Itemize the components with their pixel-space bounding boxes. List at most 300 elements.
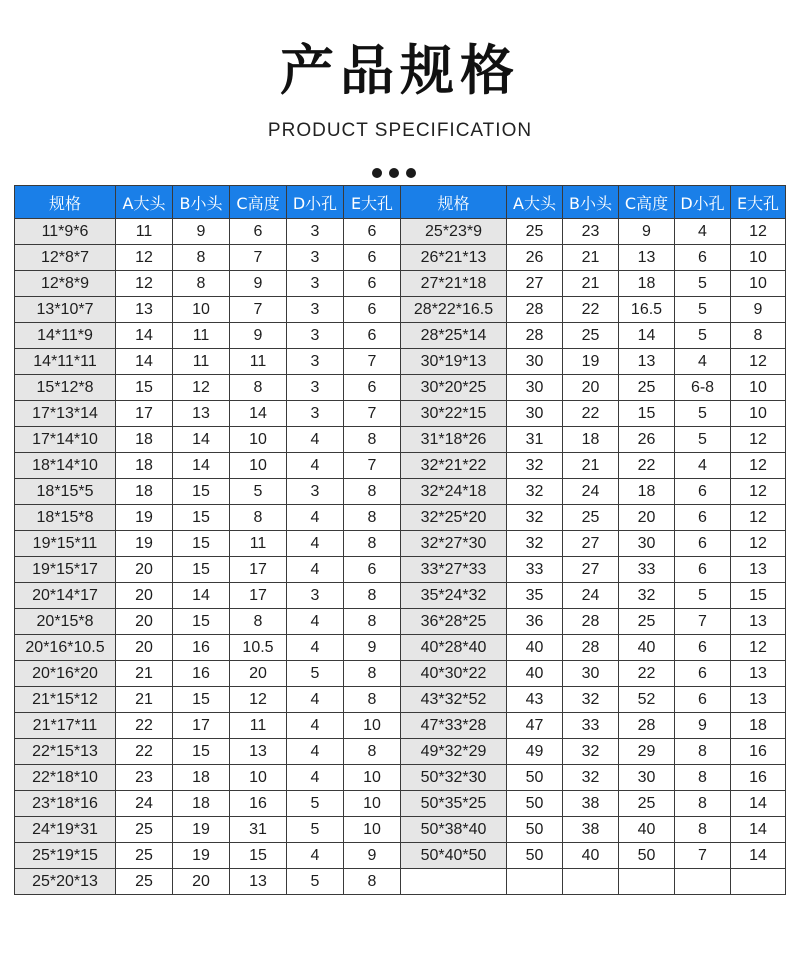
cell-d-small-hole: 4 bbox=[287, 557, 344, 583]
cell-e-large-hole: 9 bbox=[731, 297, 786, 323]
cell-c-height: 11 bbox=[230, 349, 287, 375]
cell-c-height: 22 bbox=[619, 453, 675, 479]
cell-b-small-end: 13 bbox=[173, 401, 230, 427]
cell-c-height: 25 bbox=[619, 791, 675, 817]
cell-c-height: 15 bbox=[230, 843, 287, 869]
cell-a-large-end: 19 bbox=[116, 531, 173, 557]
cell-c-height: 9 bbox=[230, 271, 287, 297]
cell-b-small-end: 27 bbox=[563, 531, 619, 557]
cell-b-small-end: 33 bbox=[563, 713, 619, 739]
cell-c-height: 13 bbox=[619, 349, 675, 375]
cell-b-small-end: 15 bbox=[173, 531, 230, 557]
header-e-large-hole: E大孔 bbox=[731, 186, 786, 219]
cell-a-large-end: 14 bbox=[116, 349, 173, 375]
table-row bbox=[15, 479, 786, 505]
cell-c-height: 40 bbox=[619, 817, 675, 843]
cell-b-small-end: 21 bbox=[563, 245, 619, 271]
table-row bbox=[15, 661, 786, 687]
cell-c-height: 32 bbox=[619, 583, 675, 609]
cell-d-small-hole: 5 bbox=[287, 817, 344, 843]
empty-cell bbox=[563, 869, 619, 895]
cell-spec: 28*22*16.5 bbox=[401, 297, 507, 323]
table-row bbox=[15, 531, 786, 557]
cell-d-small-hole: 6 bbox=[675, 557, 731, 583]
cell-a-large-end: 32 bbox=[507, 479, 563, 505]
cell-e-large-hole: 6 bbox=[344, 271, 401, 297]
cell-c-height: 29 bbox=[619, 739, 675, 765]
cell-d-small-hole: 5 bbox=[287, 869, 344, 895]
cell-spec: 32*21*22 bbox=[401, 453, 507, 479]
cell-d-small-hole: 3 bbox=[287, 297, 344, 323]
cell-c-height: 5 bbox=[230, 479, 287, 505]
cell-a-large-end: 20 bbox=[116, 635, 173, 661]
cell-e-large-hole: 14 bbox=[731, 843, 786, 869]
cell-c-height: 13 bbox=[230, 739, 287, 765]
cell-a-large-end: 12 bbox=[116, 245, 173, 271]
dot-icon bbox=[389, 168, 399, 178]
cell-c-height: 22 bbox=[619, 661, 675, 687]
table-row bbox=[15, 453, 786, 479]
cell-d-small-hole: 8 bbox=[675, 817, 731, 843]
cell-e-large-hole: 9 bbox=[344, 843, 401, 869]
cell-c-height: 30 bbox=[619, 531, 675, 557]
cell-spec: 26*21*13 bbox=[401, 245, 507, 271]
cell-e-large-hole: 16 bbox=[731, 765, 786, 791]
table-row bbox=[15, 297, 786, 323]
cell-b-small-end: 30 bbox=[563, 661, 619, 687]
cell-d-small-hole: 5 bbox=[287, 661, 344, 687]
table-row bbox=[15, 427, 786, 453]
header-b-small-end: B小头 bbox=[563, 186, 619, 219]
cell-c-height: 40 bbox=[619, 635, 675, 661]
cell-b-small-end: 19 bbox=[563, 349, 619, 375]
cell-spec: 20*16*20 bbox=[15, 661, 116, 687]
table-header-row bbox=[15, 186, 786, 219]
cell-c-height: 9 bbox=[230, 323, 287, 349]
cell-a-large-end: 50 bbox=[507, 791, 563, 817]
cell-a-large-end: 20 bbox=[116, 609, 173, 635]
table-row bbox=[15, 505, 786, 531]
cell-c-height: 10 bbox=[230, 453, 287, 479]
cell-d-small-hole: 4 bbox=[287, 609, 344, 635]
cell-a-large-end: 30 bbox=[507, 375, 563, 401]
cell-b-small-end: 10 bbox=[173, 297, 230, 323]
cell-e-large-hole: 7 bbox=[344, 453, 401, 479]
cell-spec: 50*32*30 bbox=[401, 765, 507, 791]
cell-e-large-hole: 8 bbox=[344, 531, 401, 557]
cell-spec: 47*33*28 bbox=[401, 713, 507, 739]
cell-b-small-end: 15 bbox=[173, 687, 230, 713]
cell-b-small-end: 11 bbox=[173, 323, 230, 349]
cell-e-large-hole: 6 bbox=[344, 245, 401, 271]
cell-b-small-end: 28 bbox=[563, 609, 619, 635]
cell-c-height: 7 bbox=[230, 245, 287, 271]
cell-spec: 36*28*25 bbox=[401, 609, 507, 635]
cell-b-small-end: 15 bbox=[173, 479, 230, 505]
cell-e-large-hole: 13 bbox=[731, 609, 786, 635]
cell-spec: 20*14*17 bbox=[15, 583, 116, 609]
cell-a-large-end: 32 bbox=[507, 505, 563, 531]
cell-d-small-hole: 4 bbox=[287, 531, 344, 557]
cell-spec: 20*16*10.5 bbox=[15, 635, 116, 661]
cell-e-large-hole: 6 bbox=[344, 323, 401, 349]
cell-e-large-hole: 12 bbox=[731, 453, 786, 479]
cell-d-small-hole: 5 bbox=[675, 583, 731, 609]
cell-b-small-end: 19 bbox=[173, 817, 230, 843]
cell-c-height: 33 bbox=[619, 557, 675, 583]
table-row bbox=[15, 739, 786, 765]
cell-d-small-hole: 6 bbox=[675, 479, 731, 505]
cell-e-large-hole: 8 bbox=[344, 687, 401, 713]
cell-b-small-end: 15 bbox=[173, 505, 230, 531]
cell-c-height: 28 bbox=[619, 713, 675, 739]
cell-spec: 18*14*10 bbox=[15, 453, 116, 479]
header-d-small-hole: D小孔 bbox=[675, 186, 731, 219]
cell-a-large-end: 32 bbox=[507, 453, 563, 479]
cell-spec: 30*19*13 bbox=[401, 349, 507, 375]
cell-a-large-end: 27 bbox=[507, 271, 563, 297]
cell-d-small-hole: 3 bbox=[287, 271, 344, 297]
cell-b-small-end: 38 bbox=[563, 791, 619, 817]
cell-d-small-hole: 6 bbox=[675, 245, 731, 271]
cell-a-large-end: 50 bbox=[507, 843, 563, 869]
cell-e-large-hole: 8 bbox=[344, 739, 401, 765]
cell-a-large-end: 20 bbox=[116, 557, 173, 583]
page-title: 产品规格 bbox=[280, 39, 520, 102]
table-row bbox=[15, 583, 786, 609]
cell-d-small-hole: 5 bbox=[675, 427, 731, 453]
table-row bbox=[15, 817, 786, 843]
cell-d-small-hole: 6 bbox=[675, 635, 731, 661]
header-spec: 规格 bbox=[401, 186, 507, 219]
cell-d-small-hole: 4 bbox=[287, 453, 344, 479]
empty-cell bbox=[401, 869, 507, 895]
cell-a-large-end: 13 bbox=[116, 297, 173, 323]
cell-spec: 11*9*6 bbox=[15, 219, 116, 245]
cell-a-large-end: 31 bbox=[507, 427, 563, 453]
cell-e-large-hole: 12 bbox=[731, 531, 786, 557]
cell-a-large-end: 18 bbox=[116, 427, 173, 453]
cell-c-height: 8 bbox=[230, 609, 287, 635]
cell-spec: 19*15*11 bbox=[15, 531, 116, 557]
cell-a-large-end: 22 bbox=[116, 713, 173, 739]
cell-e-large-hole: 6 bbox=[344, 219, 401, 245]
cell-d-small-hole: 3 bbox=[287, 401, 344, 427]
cell-d-small-hole: 3 bbox=[287, 323, 344, 349]
cell-a-large-end: 23 bbox=[116, 765, 173, 791]
cell-spec: 50*40*50 bbox=[401, 843, 507, 869]
cell-b-small-end: 9 bbox=[173, 219, 230, 245]
cell-c-height: 17 bbox=[230, 557, 287, 583]
cell-spec: 33*27*33 bbox=[401, 557, 507, 583]
cell-c-height: 11 bbox=[230, 713, 287, 739]
cell-a-large-end: 30 bbox=[507, 401, 563, 427]
cell-a-large-end: 40 bbox=[507, 635, 563, 661]
cell-a-large-end: 43 bbox=[507, 687, 563, 713]
cell-spec: 22*15*13 bbox=[15, 739, 116, 765]
cell-c-height: 14 bbox=[619, 323, 675, 349]
empty-cell bbox=[507, 869, 563, 895]
empty-cell bbox=[675, 869, 731, 895]
cell-d-small-hole: 6 bbox=[675, 661, 731, 687]
cell-a-large-end: 25 bbox=[116, 817, 173, 843]
cell-d-small-hole: 3 bbox=[287, 479, 344, 505]
cell-spec: 43*32*52 bbox=[401, 687, 507, 713]
cell-spec: 35*24*32 bbox=[401, 583, 507, 609]
cell-d-small-hole: 6 bbox=[675, 505, 731, 531]
cell-d-small-hole: 3 bbox=[287, 245, 344, 271]
cell-d-small-hole: 5 bbox=[675, 297, 731, 323]
cell-e-large-hole: 15 bbox=[731, 583, 786, 609]
cell-spec: 32*25*20 bbox=[401, 505, 507, 531]
table-row bbox=[15, 765, 786, 791]
cell-d-small-hole: 5 bbox=[675, 271, 731, 297]
cell-c-height: 17 bbox=[230, 583, 287, 609]
cell-e-large-hole: 10 bbox=[731, 375, 786, 401]
cell-a-large-end: 22 bbox=[116, 739, 173, 765]
cell-spec: 40*28*40 bbox=[401, 635, 507, 661]
cell-c-height: 15 bbox=[619, 401, 675, 427]
cell-c-height: 52 bbox=[619, 687, 675, 713]
cell-b-small-end: 18 bbox=[173, 765, 230, 791]
cell-b-small-end: 24 bbox=[563, 583, 619, 609]
cell-a-large-end: 25 bbox=[116, 869, 173, 895]
cell-b-small-end: 21 bbox=[563, 271, 619, 297]
cell-spec: 14*11*11 bbox=[15, 349, 116, 375]
cell-a-large-end: 26 bbox=[507, 245, 563, 271]
cell-b-small-end: 15 bbox=[173, 739, 230, 765]
cell-a-large-end: 15 bbox=[116, 375, 173, 401]
cell-e-large-hole: 13 bbox=[731, 557, 786, 583]
cell-d-small-hole: 4 bbox=[675, 349, 731, 375]
cell-a-large-end: 50 bbox=[507, 765, 563, 791]
cell-b-small-end: 11 bbox=[173, 349, 230, 375]
cell-b-small-end: 20 bbox=[173, 869, 230, 895]
cell-d-small-hole: 5 bbox=[675, 401, 731, 427]
cell-b-small-end: 14 bbox=[173, 583, 230, 609]
cell-b-small-end: 14 bbox=[173, 453, 230, 479]
cell-d-small-hole: 4 bbox=[287, 765, 344, 791]
cell-a-large-end: 18 bbox=[116, 479, 173, 505]
cell-d-small-hole: 4 bbox=[287, 687, 344, 713]
cell-c-height: 13 bbox=[619, 245, 675, 271]
header-spec: 规格 bbox=[15, 186, 116, 219]
table-row bbox=[15, 557, 786, 583]
cell-b-small-end: 25 bbox=[563, 323, 619, 349]
cell-b-small-end: 18 bbox=[563, 427, 619, 453]
cell-e-large-hole: 16 bbox=[731, 739, 786, 765]
cell-spec: 27*21*18 bbox=[401, 271, 507, 297]
cell-spec: 24*19*31 bbox=[15, 817, 116, 843]
cell-b-small-end: 27 bbox=[563, 557, 619, 583]
cell-a-large-end: 17 bbox=[116, 401, 173, 427]
cell-c-height: 31 bbox=[230, 817, 287, 843]
cell-b-small-end: 16 bbox=[173, 635, 230, 661]
cell-b-small-end: 17 bbox=[173, 713, 230, 739]
cell-c-height: 8 bbox=[230, 505, 287, 531]
cell-c-height: 9 bbox=[619, 219, 675, 245]
cell-e-large-hole: 12 bbox=[731, 427, 786, 453]
cell-a-large-end: 50 bbox=[507, 817, 563, 843]
cell-e-large-hole: 8 bbox=[344, 427, 401, 453]
cell-d-small-hole: 8 bbox=[675, 791, 731, 817]
cell-a-large-end: 40 bbox=[507, 661, 563, 687]
cell-a-large-end: 21 bbox=[116, 687, 173, 713]
table-row bbox=[15, 271, 786, 297]
cell-a-large-end: 18 bbox=[116, 453, 173, 479]
cell-c-height: 26 bbox=[619, 427, 675, 453]
cell-e-large-hole: 9 bbox=[344, 635, 401, 661]
header-e-large-hole: E大孔 bbox=[344, 186, 401, 219]
header-a-large-end: A大头 bbox=[507, 186, 563, 219]
cell-spec: 21*17*11 bbox=[15, 713, 116, 739]
cell-a-large-end: 32 bbox=[507, 531, 563, 557]
cell-d-small-hole: 3 bbox=[287, 219, 344, 245]
cell-b-small-end: 25 bbox=[563, 505, 619, 531]
cell-spec: 17*14*10 bbox=[15, 427, 116, 453]
cell-a-large-end: 24 bbox=[116, 791, 173, 817]
cell-spec: 32*27*30 bbox=[401, 531, 507, 557]
cell-a-large-end: 25 bbox=[507, 219, 563, 245]
cell-e-large-hole: 8 bbox=[344, 661, 401, 687]
cell-b-small-end: 12 bbox=[173, 375, 230, 401]
cell-e-large-hole: 6 bbox=[344, 297, 401, 323]
table-row bbox=[15, 245, 786, 271]
cell-spec: 21*15*12 bbox=[15, 687, 116, 713]
cell-d-small-hole: 4 bbox=[287, 713, 344, 739]
cell-a-large-end: 30 bbox=[507, 349, 563, 375]
cell-b-small-end: 24 bbox=[563, 479, 619, 505]
cell-e-large-hole: 7 bbox=[344, 349, 401, 375]
cell-e-large-hole: 10 bbox=[344, 791, 401, 817]
cell-b-small-end: 8 bbox=[173, 245, 230, 271]
cell-spec: 20*15*8 bbox=[15, 609, 116, 635]
cell-c-height: 18 bbox=[619, 479, 675, 505]
cell-c-height: 25 bbox=[619, 609, 675, 635]
empty-cell bbox=[619, 869, 675, 895]
cell-d-small-hole: 5 bbox=[287, 791, 344, 817]
cell-a-large-end: 19 bbox=[116, 505, 173, 531]
cell-b-small-end: 21 bbox=[563, 453, 619, 479]
cell-d-small-hole: 8 bbox=[675, 765, 731, 791]
cell-c-height: 13 bbox=[230, 869, 287, 895]
cell-e-large-hole: 10 bbox=[731, 245, 786, 271]
cell-e-large-hole: 14 bbox=[731, 791, 786, 817]
cell-c-height: 10 bbox=[230, 765, 287, 791]
page-subtitle: PRODUCT SPECIFICATION bbox=[267, 120, 533, 141]
table-row bbox=[15, 375, 786, 401]
cell-spec: 30*22*15 bbox=[401, 401, 507, 427]
table-row bbox=[15, 219, 786, 245]
cell-spec: 25*20*13 bbox=[15, 869, 116, 895]
cell-e-large-hole: 6 bbox=[344, 375, 401, 401]
cell-d-small-hole: 8 bbox=[675, 739, 731, 765]
cell-e-large-hole: 12 bbox=[731, 219, 786, 245]
cell-e-large-hole: 8 bbox=[344, 505, 401, 531]
cell-d-small-hole: 6 bbox=[675, 687, 731, 713]
cell-a-large-end: 33 bbox=[507, 557, 563, 583]
cell-a-large-end: 28 bbox=[507, 323, 563, 349]
cell-spec: 23*18*16 bbox=[15, 791, 116, 817]
cell-b-small-end: 32 bbox=[563, 765, 619, 791]
cell-b-small-end: 38 bbox=[563, 817, 619, 843]
table-row bbox=[15, 349, 786, 375]
cell-spec: 40*30*22 bbox=[401, 661, 507, 687]
table-row bbox=[15, 323, 786, 349]
cell-b-small-end: 23 bbox=[563, 219, 619, 245]
cell-b-small-end: 15 bbox=[173, 557, 230, 583]
cell-e-large-hole: 8 bbox=[731, 323, 786, 349]
cell-e-large-hole: 12 bbox=[731, 635, 786, 661]
cell-c-height: 16 bbox=[230, 791, 287, 817]
dot-icon bbox=[406, 168, 416, 178]
cell-d-small-hole: 4 bbox=[287, 635, 344, 661]
cell-e-large-hole: 10 bbox=[344, 817, 401, 843]
cell-c-height: 20 bbox=[230, 661, 287, 687]
cell-spec: 25*19*15 bbox=[15, 843, 116, 869]
cell-c-height: 18 bbox=[619, 271, 675, 297]
cell-c-height: 25 bbox=[619, 375, 675, 401]
cell-spec: 13*10*7 bbox=[15, 297, 116, 323]
cell-c-height: 10.5 bbox=[230, 635, 287, 661]
cell-spec: 32*24*18 bbox=[401, 479, 507, 505]
table-row bbox=[15, 401, 786, 427]
empty-cell bbox=[731, 869, 786, 895]
spec-table bbox=[14, 185, 786, 895]
cell-spec: 31*18*26 bbox=[401, 427, 507, 453]
cell-b-small-end: 20 bbox=[563, 375, 619, 401]
cell-spec: 50*38*40 bbox=[401, 817, 507, 843]
cell-a-large-end: 47 bbox=[507, 713, 563, 739]
cell-d-small-hole: 4 bbox=[675, 453, 731, 479]
cell-spec: 28*25*14 bbox=[401, 323, 507, 349]
cell-e-large-hole: 8 bbox=[344, 583, 401, 609]
cell-d-small-hole: 4 bbox=[675, 219, 731, 245]
cell-b-small-end: 28 bbox=[563, 635, 619, 661]
cell-a-large-end: 25 bbox=[116, 843, 173, 869]
cell-d-small-hole: 4 bbox=[287, 739, 344, 765]
decorative-dots bbox=[372, 168, 416, 178]
cell-b-small-end: 15 bbox=[173, 609, 230, 635]
cell-d-small-hole: 5 bbox=[675, 323, 731, 349]
cell-c-height: 16.5 bbox=[619, 297, 675, 323]
cell-d-small-hole: 7 bbox=[675, 609, 731, 635]
cell-d-small-hole: 6 bbox=[675, 531, 731, 557]
cell-b-small-end: 14 bbox=[173, 427, 230, 453]
cell-b-small-end: 32 bbox=[563, 739, 619, 765]
cell-b-small-end: 16 bbox=[173, 661, 230, 687]
cell-c-height: 12 bbox=[230, 687, 287, 713]
cell-d-small-hole: 3 bbox=[287, 375, 344, 401]
cell-c-height: 30 bbox=[619, 765, 675, 791]
table-row bbox=[15, 791, 786, 817]
table-row bbox=[15, 609, 786, 635]
dot-icon bbox=[372, 168, 382, 178]
header-c-height: C高度 bbox=[230, 186, 287, 219]
cell-b-small-end: 18 bbox=[173, 791, 230, 817]
cell-b-small-end: 22 bbox=[563, 401, 619, 427]
header-d-small-hole: D小孔 bbox=[287, 186, 344, 219]
table-row bbox=[15, 635, 786, 661]
cell-a-large-end: 20 bbox=[116, 583, 173, 609]
cell-b-small-end: 19 bbox=[173, 843, 230, 869]
cell-spec: 12*8*9 bbox=[15, 271, 116, 297]
cell-d-small-hole: 3 bbox=[287, 349, 344, 375]
cell-c-height: 14 bbox=[230, 401, 287, 427]
cell-spec: 25*23*9 bbox=[401, 219, 507, 245]
cell-c-height: 50 bbox=[619, 843, 675, 869]
cell-a-large-end: 21 bbox=[116, 661, 173, 687]
